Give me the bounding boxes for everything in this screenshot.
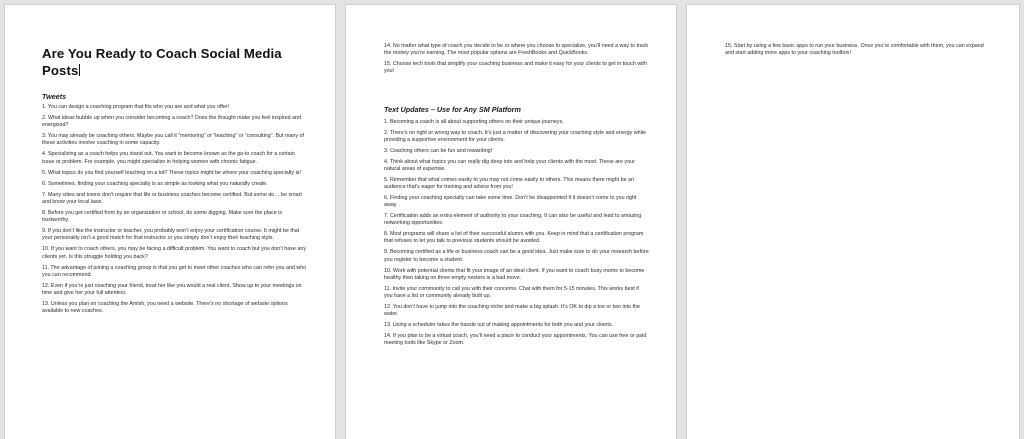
text-update-item: 9. Becoming certified as a life or business coach can be a good idea. Just make sure to do your research before you register to become a student. <box>384 249 649 263</box>
text-update-item: 14. If you plan to be a virtual coach, you’ll need a place to conduct your appointments. You can use free or paid meeting tools like Skype or Zoom. <box>384 332 647 346</box>
text-updates-list <box>384 119 649 351</box>
text-update-item: 4. Think about what topics you can really dig deep into and help your clients with the most. These are your natural areas of expertise. <box>384 159 635 173</box>
tweet-item: 5. What topics do you find yourself teaching on a lot? These topics might be where your coaching specialty is! <box>42 169 301 176</box>
text-update-item: 6. Finding your coaching specialty can take some time. Don’t be disappointed if it doesn’t come to you right away. <box>384 195 637 209</box>
tweet-item: 7. Many cities and towns don’t require that life or business coaches become certified. But some do… be smart and know your local laws. <box>42 191 302 205</box>
tweet-item: 8. Before you get certified from by an organization or school, do some digging. Make sure the place is trustworthy. <box>42 210 283 224</box>
tweet-item: 4. Specializing as a coach helps you stand out. You want to become known as the go-to coach for a certain issue or problem. For example, you might specialize in helping women with chronic fatigue. <box>42 151 295 165</box>
tweet-item: 2. What ideas bubble up when you consider becoming a coach? Does the thought make you feel inspired and energized? <box>42 115 302 129</box>
tweets-heading: Tweets <box>42 92 67 101</box>
text-update-item: 3. Coaching others can be fun and rewarding! <box>384 148 493 155</box>
tweets-list-continued <box>384 43 649 80</box>
text-update-item: 10. Work with potential clients that fit your image of an ideal client. If you want to coach busy moms to become healthy then taking on three empty nesters is a bad move. <box>384 267 645 281</box>
tweet-item: 15. Choose tech tools that simplify your coaching business and make it easy for your clients to get in touch with you! <box>384 61 647 75</box>
text-update-item: 15. Start by using a few basic apps to run your business. Once you’re comfortable with them, you can expand and start adding more apps to your coaching toolbox! <box>725 43 984 57</box>
text-update-item: 8. Most programs will share a list of their successful alumni with you. Keep in mind that a certification program that refuses to let you talk to previous students should be avoided. <box>384 231 644 245</box>
tweet-item: 3. You may already be coaching others. Maybe you call it “mentoring” or “teaching” or “consulting”. But many of these activities involve coaching in some capacity. <box>42 133 304 147</box>
tweet-item: 11. The advantage of joining a coaching group is that you get to meet other coaches who can refer you and who you can recommend. <box>42 264 307 278</box>
text-update-item: 13. Using a scheduler takes the hassle out of making appointments for both you and your clients. <box>384 321 614 328</box>
document-title-text: Are You Ready to Coach Social Media Posts <box>42 46 282 78</box>
text-cursor <box>79 64 80 76</box>
text-update-item: 7. Certification adds an extra element of authority to your coaching. It can also be useful and lead to amazing networking opportunities. <box>384 213 642 227</box>
tweet-item: 1. You can design a coaching program that fits who you are and what you offer! <box>42 104 230 110</box>
text-updates-heading: Text Updates – Use for Any SM Platform <box>384 105 521 114</box>
tweet-item: 6. Sometimes, finding your coaching specialty is as simple as looking what you naturally create. <box>42 180 268 187</box>
tweet-item: 9. If you don’t like the instructor or teacher, you probably won’t enjoy your certification course. It might be that your personality isn’t a good match for that instructor or you simply don’t enjoy their teaching style. <box>42 228 300 242</box>
page-1 <box>4 4 336 439</box>
tweets-list <box>42 104 307 319</box>
text-update-item: 2. There’s no right or wrong way to coach. It’s just a matter of discovering your coaching style and energy while providing a supportive environment for your clients. <box>384 129 646 144</box>
page-2 <box>345 4 677 439</box>
text-update-item: 1. Becoming a coach is all about supporting others on their unique journeys. <box>384 119 564 125</box>
tweet-item: 12. Even if you’re just coaching your friend, treat her like you would a real client. Show up to your meetings on time and give her your full attention. <box>42 282 302 296</box>
text-update-item: 5. Remember that what comes easily to you may not come easily to others. This means there might be an audience that’s eager for training and advice from you! <box>384 177 634 191</box>
text-updates-list-continued <box>725 43 990 57</box>
page-3 <box>686 4 1020 439</box>
document-title[interactable] <box>42 45 312 79</box>
tweet-item: 14. No matter what type of coach you decide to be or where you choose to specialize, you’ll need a way to track the money you’re earning. The most popular options are FreshBooks and QuickBooks. <box>384 43 649 57</box>
text-update-item: 12. You don’t have to jump into the coaching niche and make a big splash. It’s OK to dip a toe or two into the water. <box>384 303 640 317</box>
text-update-item: 11. Invite your community to call you with their concerns. Chat with them for 5-15 minutes. This works best if you have a list or community already built up. <box>384 285 639 299</box>
tweet-item: 13. Unless you plan on coaching the Amish, you need a website. There’s no shortage of website options available to new coaches. <box>42 300 288 315</box>
tweet-item: 10. If you want to coach others, you may be facing a difficult problem. You want to coach but you don’t have any clients yet. Is this struggle holding you back? <box>42 246 306 260</box>
